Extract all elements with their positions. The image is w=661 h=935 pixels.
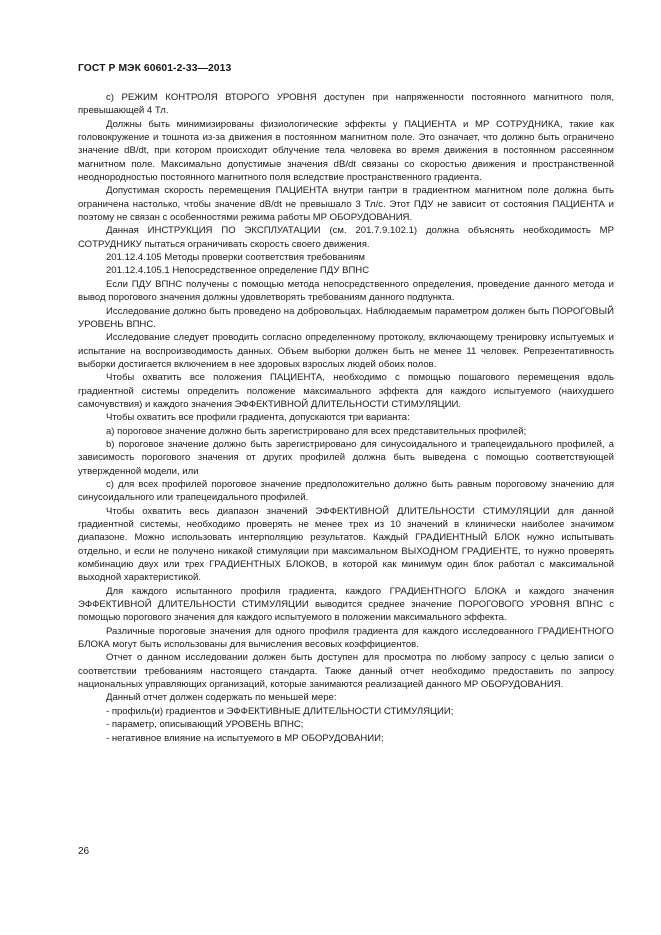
- paragraph-weight-coefficients: Различные пороговые значения для одного профиля градиента для каждого исследованного ГРАДИЕНТНОГО БЛОКА могут быть использованы для вычисления весовых коэффициентов.: [78, 625, 614, 651]
- paragraph-volunteers: Исследование должно быть проведено на добровольцах. Наблюдаемым параметром должен быть ПОРОГОВЫЙ УРОВЕНЬ ВПНС.: [78, 305, 614, 330]
- paragraph-report-contents: Данный отчет должен содержать по меньшей мере:: [106, 692, 337, 704]
- paragraph-stimulation-range: Чтобы охватить весь диапазон значений ЭФФЕКТИВНОЙ ДЛИТЕЛЬНОСТИ СТИМУЛЯЦИИ для данной градиентной системы, необходимо проверять не менее трех из 10 значений в клинически наиболее значимом диапазоне. Можно использовать интерполяцию результатов. Каждый ГРАДИЕНТНЫЙ БЛОК нужно испытывать отдельно, и если не получено никакой стимуляции при максимальном ВЫХОДНОМ ГРАДИЕНТЕ, то нужно проверять комбинацию двух или трех ГРАДИЕНТНЫХ БЛОКОВ, в которой как минимум один блок работал с максимальной выходной характеристикой.: [78, 505, 614, 584]
- standard-header: ГОСТ Р МЭК 60601-2-33—2013: [78, 63, 232, 74]
- section-heading-201-12-4-105-1: 201.12.4.105.1 Непосредственное определение ПДУ ВПНС: [106, 265, 370, 277]
- page-number: 26: [78, 846, 90, 857]
- paragraph-report-availability: Отчет о данном исследовании должен быть доступен для просмотра по любому запросу с целью записи о соответствии требованиям настоящего стандарта. Также данный отчет необходимо предоставить по запросу национальных управляющих организаций, которые занимаются реализацией данного МР ОБОРУДОВАНИЯ.: [78, 652, 614, 691]
- list-item-dash-3: - негативное влияние на испытуемого в МР ОБОРУДОВАНИИ;: [106, 732, 384, 744]
- paragraph-average-threshold: Для каждого испытанного профиля градиента, каждого ГРАДИЕНТНОГО БЛОКА и каждого значения ЭФФЕКТИВНОЙ ДЛИТЕЛЬНОСТИ СТИМУЛЯЦИИ выводится среднее значение ПОРОГОВОГО УРОВНЯ ВПНС с помощью порогового значения для каждого испытуемого в положении максимального эффекта.: [78, 585, 614, 624]
- paragraph-three-variants: Чтобы охватить все профили градиента, допускаются три варианта:: [106, 412, 410, 424]
- section-heading-201-12-4-105: 201.12.4.105 Методы проверки соответствия требованиям: [106, 252, 365, 264]
- paragraph-allowed-speed: Допустимая скорость перемещения ПАЦИЕНТА внутри гантри в градиентном магнитном поле должна быть ограничена настолько, чтобы значение dB/dt не превышало 3 Тл/с. Этот ПДУ не зависит от состояния ПАЦИЕНТА и поэтому не связан с особенностями режима работы МР ОБОРУДОВАНИЯ.: [78, 185, 614, 224]
- list-item-b: b) пороговое значение должно быть зарегистрировано для синусоидального и трапецеидального профилей, а зависимость порогового значения от других профилей должна быть выведена с помощью соответствующей утвержденной модели, или: [78, 438, 614, 477]
- list-item-a: а) пороговое значение должно быть зарегистрировано для всех представительных профилей;: [106, 425, 527, 437]
- paragraph-protocol: Исследование следует проводить согласно определенному протоколу, включающему тренировку испытуемых и испытание на воспроизводимость данных. Объем выборки должен быть не менее 11 человек. Репрезентативность выборки достигается включением в нее здоровых взрослых людей обоих полов.: [78, 332, 614, 370]
- paragraph-operating-instructions: Данная ИНСТРУКЦИЯ ПО ЭКСПЛУАТАЦИИ (см. 201.7.9.102.1) должна объяснять необходимость МР СОТРУДНИКУ пытаться ограничивать скорость своего движения.: [78, 225, 614, 250]
- document-body: [78, 91, 614, 745]
- paragraph-physiological-effects: Должны быть минимизированы физиологические эффекты у ПАЦИЕНТА и МР СОТРУДНИКА, такие как головокружение и тошнота из-за движения в постоянном магнитном поле. Это означает, что должно быть ограничено значение dB/dt, при котором происходит облучение тела человека во время движения в постоянном рассеянном магнитном поле. Максимально допустимые значения dB/dt связаны со скоростью движения и пространственной неоднородностью постоянного магнитного поля вследствие пространственного градиента.: [78, 118, 614, 184]
- list-item-dash-1: - профиль(и) градиентов и ЭФФЕКТИВНЫЕ ДЛИТЕЛЬНОСТИ СТИМУЛЯЦИИ;: [106, 705, 454, 717]
- list-item-c: с) для всех профилей пороговое значение предположительно должно быть равным пороговому значению для синусоидального или трапецеидального профилей.: [78, 478, 614, 504]
- list-item-dash-2: - параметр, описывающий УРОВЕНЬ ВПНС;: [106, 719, 304, 731]
- paragraph-patient-positions: Чтобы охватить все положения ПАЦИЕНТА, необходимо с помощью пошагового перемещения вдоль градиентной системы определить положение максимального эффекта для каждого испытуемого (наихудшего самочувствия) и каждого значения ЭФФЕКТИВНОЙ ДЛИТЕЛЬНОСТИ СТИМУЛЯЦИИ.: [78, 372, 614, 410]
- paragraph-mode-level-2: с) РЕЖИМ КОНТРОЛЯ ВТОРОГО УРОВНЯ доступен при напряженности постоянного магнитного поля, превышающей 4 Тл.: [78, 92, 614, 117]
- paragraph-direct-method: Если ПДУ ВПНС получены с помощью метода непосредственного определения, проведение данного метода и вывод порогового значения должны удовлетворять требованиям данного подпункта.: [78, 278, 614, 304]
